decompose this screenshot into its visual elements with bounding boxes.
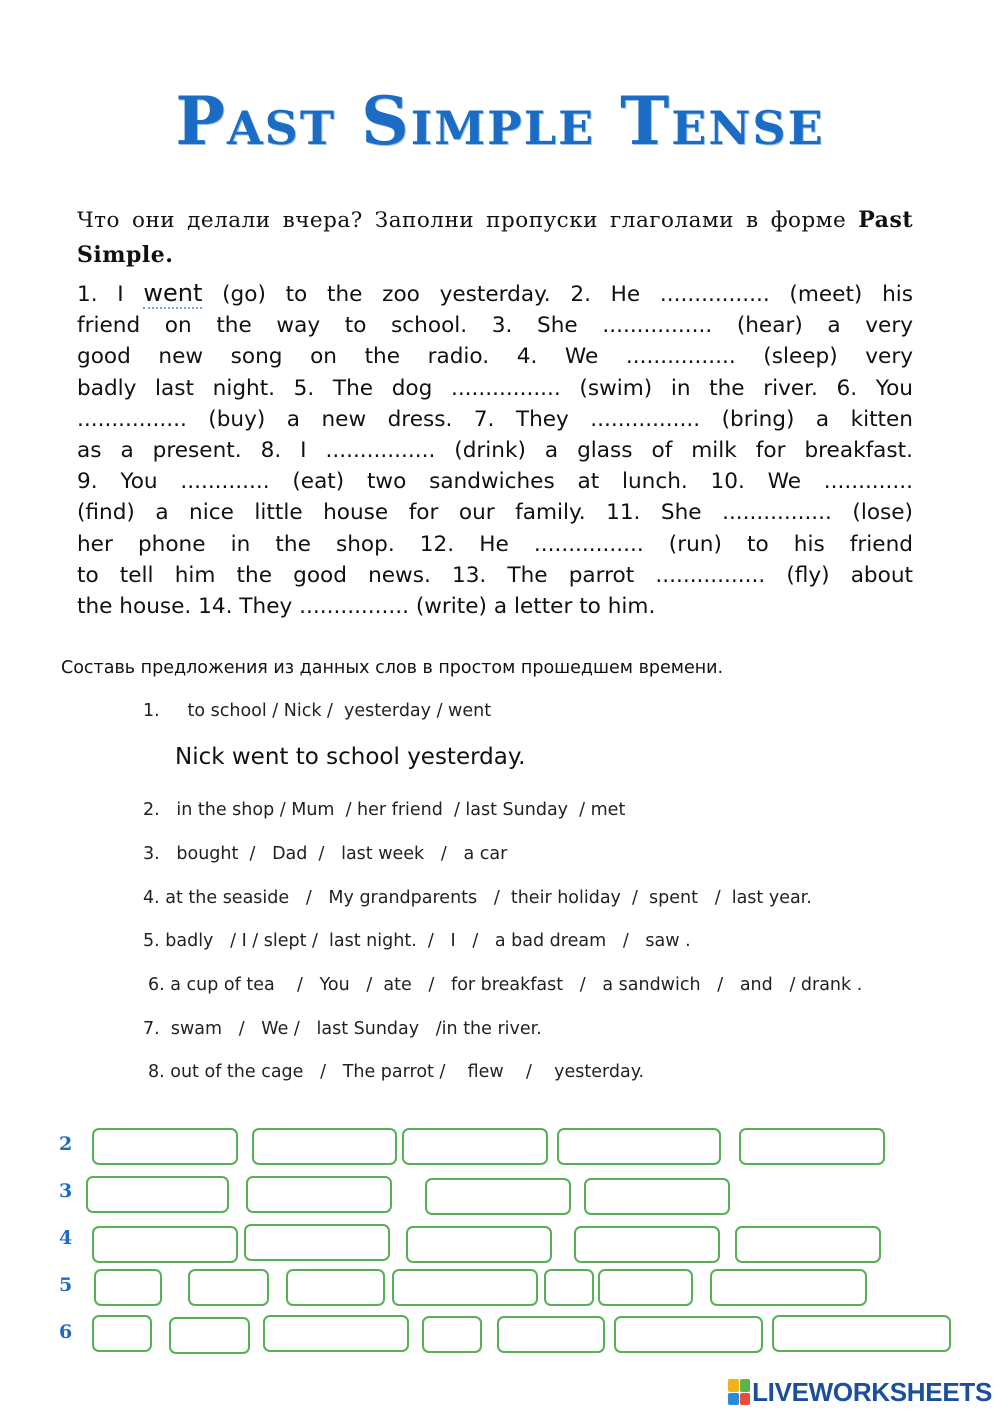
drop-box[interactable] bbox=[574, 1226, 720, 1263]
word-list-item: 4. at the seaside / My grandparents / their holiday / spent / last year. bbox=[143, 888, 812, 908]
page-title: Past Simple Tense bbox=[175, 82, 825, 160]
exercise-line-9: her phone in the shop. 12. He ................ (run) to his friend bbox=[77, 531, 913, 557]
line-text: (go) to the zoo yesterday. 2. He ................ (meet) his bbox=[202, 282, 913, 307]
drop-box[interactable] bbox=[86, 1176, 229, 1213]
task1-exercise-text bbox=[77, 278, 913, 622]
exercise-line-3: good new song on the radio. 4. We ................ (sleep) very bbox=[77, 344, 913, 370]
drop-box[interactable] bbox=[392, 1269, 538, 1306]
exercise-line-11: the house. 14. They ................ (write) a letter to him. bbox=[77, 594, 656, 620]
row-label-6: 6 bbox=[59, 1321, 73, 1343]
drop-box[interactable] bbox=[263, 1315, 409, 1352]
drop-box[interactable] bbox=[94, 1269, 162, 1306]
drop-box[interactable] bbox=[188, 1269, 269, 1306]
row-label-3: 3 bbox=[59, 1180, 73, 1202]
drop-box[interactable] bbox=[497, 1316, 605, 1353]
word-list-item: 1. to school / Nick / yesterday / went bbox=[143, 701, 492, 721]
word-list-item: 8. out of the cage / The parrot / flew / yesterday. bbox=[148, 1062, 645, 1082]
drop-box[interactable] bbox=[544, 1269, 594, 1306]
drop-box[interactable] bbox=[244, 1224, 390, 1261]
drop-box[interactable] bbox=[584, 1178, 730, 1215]
row-label-4: 4 bbox=[59, 1227, 73, 1249]
liveworksheets-logo bbox=[728, 1377, 992, 1407]
exercise-line-7: 9. You ............. (eat) two sandwiches at lunch. 10. We ............. bbox=[77, 469, 913, 495]
drop-box[interactable] bbox=[614, 1316, 763, 1353]
drop-box[interactable] bbox=[246, 1176, 392, 1213]
drop-box[interactable] bbox=[598, 1269, 693, 1306]
drop-box[interactable] bbox=[772, 1315, 951, 1352]
drop-box[interactable] bbox=[92, 1226, 238, 1263]
drop-box[interactable] bbox=[425, 1178, 571, 1215]
task2-instructions: Составь предложения из данных слов в простом прошедшем времени. bbox=[61, 658, 724, 678]
sample-answer: Nick went to school yesterday. bbox=[175, 744, 526, 770]
drop-box[interactable] bbox=[92, 1128, 238, 1165]
drop-box[interactable] bbox=[557, 1128, 721, 1165]
drop-box[interactable] bbox=[402, 1128, 548, 1165]
exercise-line-4: badly last night. 5. The dog ................ (swim) in the river. 6. You bbox=[77, 375, 913, 401]
drop-box[interactable] bbox=[735, 1226, 881, 1263]
task1-instructions bbox=[77, 203, 913, 273]
answer-field-1[interactable]: went bbox=[143, 279, 203, 307]
drop-box[interactable] bbox=[169, 1317, 250, 1354]
exercise-line-10: to tell him the good news. 13. The parrot ................ (fly) about bbox=[77, 562, 913, 588]
drop-box[interactable] bbox=[286, 1269, 385, 1306]
exercise-line-2: friend on the way to school. 3. She ................ (hear) a very bbox=[77, 313, 913, 339]
word-list-item: 6. a cup of tea / You / ate / for breakfast / a sandwich / and / drank . bbox=[148, 975, 863, 995]
word-list-item: 3. bought / Dad / last week / a car bbox=[143, 844, 508, 864]
exercise-line-5: ................ (buy) a new dress. 7. They ................ (bring) a kitten bbox=[77, 406, 913, 432]
word-list-item: 2. in the shop / Mum / her friend / last Sunday / met bbox=[143, 800, 626, 820]
drop-box[interactable] bbox=[252, 1128, 397, 1165]
drop-box[interactable] bbox=[422, 1316, 482, 1353]
row-label-5: 5 bbox=[59, 1274, 73, 1296]
exercise-line-6: as a present. 8. I ................ (drink) a glass of milk for breakfast. bbox=[77, 438, 913, 464]
drop-box[interactable] bbox=[739, 1128, 885, 1165]
drop-box[interactable] bbox=[710, 1269, 867, 1306]
exercise-line-8: (find) a nice little house for our family. 11. She ................ (lose) bbox=[77, 500, 913, 526]
row-label-2: 2 bbox=[59, 1133, 73, 1155]
task1-intro-text: Что они делали вчера? Заполни пропуски глаголами в форме bbox=[77, 208, 847, 233]
drop-box[interactable] bbox=[406, 1226, 552, 1263]
word-list-item: 5. badly / I / slept / last night. / I / a bad dream / saw . bbox=[143, 931, 691, 951]
logo-text: LIVEWORKSHEETS bbox=[752, 1376, 992, 1407]
word-list-item: 7. swam / We / last Sunday /in the river. bbox=[143, 1019, 542, 1039]
task1-intro-bold: Past Simple. bbox=[77, 207, 913, 268]
exercise-line-1 bbox=[77, 278, 913, 310]
drop-box[interactable] bbox=[92, 1315, 152, 1352]
line-text: 1. I bbox=[77, 282, 144, 307]
logo-mark-icon bbox=[728, 1379, 750, 1405]
